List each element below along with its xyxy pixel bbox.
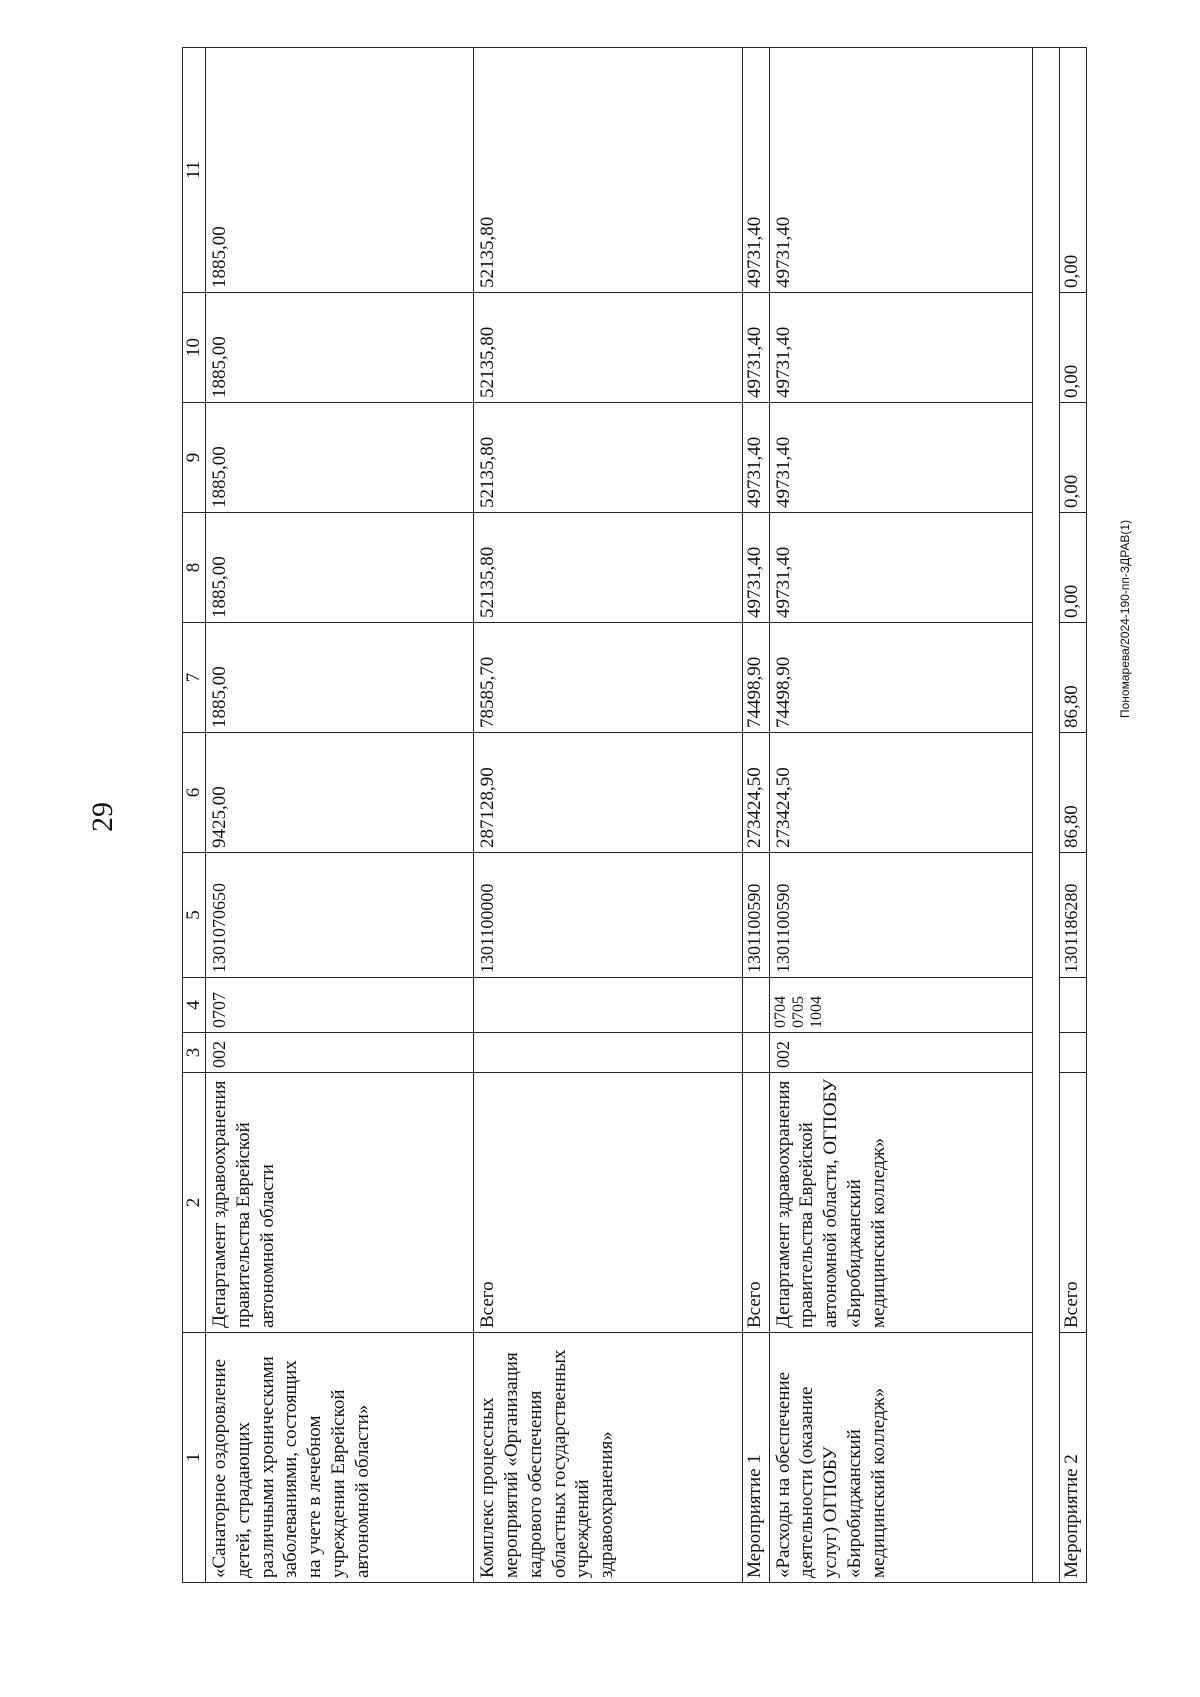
row-gap [1032, 48, 1059, 1583]
column-header: 10 [183, 293, 206, 403]
column-header: 3 [183, 1033, 206, 1073]
rzpr-cell: 0707 [206, 978, 474, 1033]
column-header: 8 [183, 513, 206, 623]
value-cell: 49731,40 [742, 513, 769, 623]
csr-cell: 1301070650 [206, 853, 474, 978]
value-cell: 52135,80 [474, 293, 742, 403]
rzpr-cell: 0704 0705 1004 [769, 978, 1032, 1033]
value-cell: 49731,40 [769, 293, 1032, 403]
value-cell: 1885,00 [206, 293, 474, 403]
value-cell: 273424,50 [742, 733, 769, 853]
value-cell: 1885,00 [206, 48, 474, 293]
csr-cell: 1301186280 [1059, 853, 1086, 978]
value-cell: 52135,80 [474, 48, 742, 293]
executor-cell: Всего [474, 1073, 742, 1333]
activity-name-cell: Мероприятие 1 [742, 1333, 769, 1583]
table-row [742, 48, 769, 1583]
page-number: 29 [86, 802, 119, 832]
column-header: 1 [183, 1333, 206, 1583]
table-row [1059, 48, 1086, 1583]
activity-name-cell: «Санаторное оздоровление детей, страдающих различными хроническими заболеваниями, состоящих на учете в лечебном учреждении Еврейской автономной области» [206, 1333, 474, 1583]
grbs-cell [742, 1033, 769, 1073]
executor-cell: Всего [742, 1073, 769, 1333]
executor-cell: Департамент здравоохранения правительства Еврейской автономной области, ОГПОБУ «Биробиджанский медицинский колледж» [769, 1073, 1032, 1333]
value-cell: 86,80 [1059, 733, 1086, 853]
rzpr-cell [474, 978, 742, 1033]
column-header: 4 [183, 978, 206, 1033]
executor-cell: Всего [1059, 1073, 1086, 1333]
value-cell: 1885,00 [206, 403, 474, 513]
column-header: 9 [183, 403, 206, 513]
value-cell: 49731,40 [769, 48, 1032, 293]
value-cell: 0,00 [1059, 293, 1086, 403]
grbs-cell [474, 1033, 742, 1073]
value-cell: 287128,90 [474, 733, 742, 853]
table-row [1032, 48, 1059, 1583]
grbs-cell [1059, 1033, 1086, 1073]
csr-cell: 1301100590 [742, 853, 769, 978]
value-cell: 1885,00 [206, 513, 474, 623]
csr-cell: 1301100000 [474, 853, 742, 978]
column-header: 11 [183, 48, 206, 293]
rzpr-cell [742, 978, 769, 1033]
column-header: 2 [183, 1073, 206, 1333]
value-cell: 49731,40 [769, 403, 1032, 513]
column-header: 5 [183, 853, 206, 978]
executor-cell: Департамент здравоохранения правительства Еврейской автономной области [206, 1073, 474, 1333]
value-cell: 49731,40 [769, 513, 1032, 623]
value-cell: 49731,40 [742, 293, 769, 403]
value-cell: 49731,40 [742, 403, 769, 513]
value-cell: 1885,00 [206, 623, 474, 733]
csr-cell: 1301100590 [769, 853, 1032, 978]
activity-name-cell: Комплекс процессных мероприятий «Организация кадрового обеспечения областных государственных учреждений здравоохранения» [474, 1333, 742, 1583]
value-cell: 0,00 [1059, 403, 1086, 513]
value-cell: 52135,80 [474, 513, 742, 623]
budget-table-container [182, 48, 1087, 1583]
document-code: Пономарева/2024-190-пп-ЗДРАВ(1) [1118, 519, 1132, 718]
activity-name-cell: «Расходы на обеспечение деятельности (оказание услуг) ОГПОБУ «Биробиджанский медицинский колледж» [769, 1333, 1032, 1583]
budget-table [182, 47, 1087, 1583]
grbs-cell: 002 [769, 1033, 1032, 1073]
value-cell: 49731,40 [742, 48, 769, 293]
value-cell: 52135,80 [474, 403, 742, 513]
value-cell: 9425,00 [206, 733, 474, 853]
header-row [183, 48, 206, 1583]
table-row [769, 48, 1032, 1583]
value-cell: 86,80 [1059, 623, 1086, 733]
value-cell: 0,00 [1059, 513, 1086, 623]
rzpr-cell [1059, 978, 1086, 1033]
value-cell: 78585,70 [474, 623, 742, 733]
grbs-cell: 002 [206, 1033, 474, 1073]
table-row [474, 48, 742, 1583]
column-header: 7 [183, 623, 206, 733]
value-cell: 0,00 [1059, 48, 1086, 293]
table-row [206, 48, 474, 1583]
value-cell: 273424,50 [769, 733, 1032, 853]
value-cell: 74498,90 [742, 623, 769, 733]
value-cell: 74498,90 [769, 623, 1032, 733]
column-header: 6 [183, 733, 206, 853]
activity-name-cell: Мероприятие 2 [1059, 1333, 1086, 1583]
